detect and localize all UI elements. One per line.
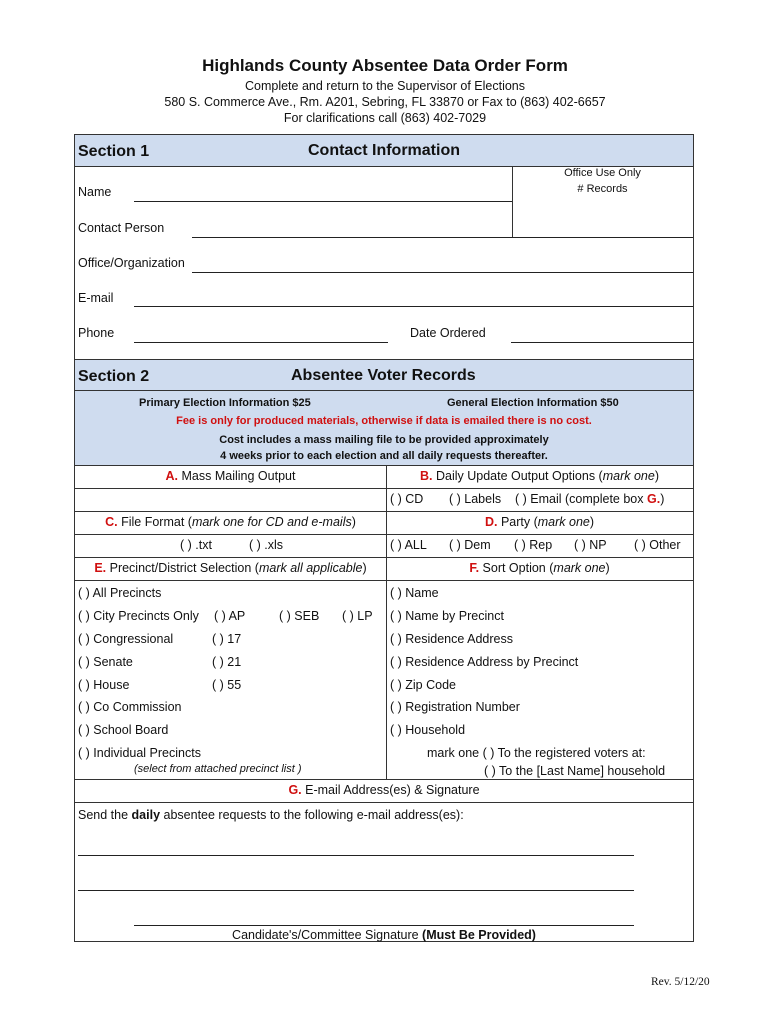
party-rep[interactable]: ( ) Rep [514, 538, 553, 552]
option-seb[interactable]: ( ) SEB [279, 609, 320, 623]
sort-option-heading: F. Sort Option (mark one) [469, 561, 610, 575]
option-district-17[interactable]: ( ) 17 [212, 632, 242, 646]
precinct-list-note: (select from attached precinct list ) [134, 763, 302, 775]
email-field[interactable] [134, 306, 693, 307]
cost-note-line1: Cost includes a mass mailing file to be provided approximately [219, 434, 549, 446]
form-title: Highlands County Absentee Data Order Form [202, 56, 568, 75]
option-txt[interactable]: ( ) .txt [180, 538, 212, 552]
contact-person-field[interactable] [192, 237, 693, 238]
office-organization-label: Office/Organization [78, 256, 185, 270]
email-signature-heading: G. E-mail Address(es) & Signature [288, 783, 480, 797]
primary-election-price: Primary Election Information $25 [139, 397, 311, 409]
option-all-precincts[interactable]: ( ) All Precincts [78, 586, 162, 600]
option-co-commission[interactable]: ( ) Co Commission [78, 700, 182, 714]
section2-label: Section 2 [78, 368, 150, 385]
option-district-21[interactable]: ( ) 21 [212, 655, 242, 669]
option-senate[interactable]: ( ) Senate [78, 655, 133, 669]
header-address: 580 S. Commerce Ave., Rm. A201, Sebring, FL 33870 or Fax to (863) 402-6657 [164, 95, 606, 109]
party-heading: D. Party (mark one) [484, 515, 595, 529]
email-label: E-mail [78, 291, 114, 305]
option-district-55[interactable]: ( ) 55 [212, 678, 242, 692]
party-np[interactable]: ( ) NP [574, 538, 607, 552]
revision-date: Rev. 5/12/20 [651, 976, 710, 988]
fee-note: Fee is only for produced materials, otherwise if data is emailed there is no cost. [176, 415, 592, 427]
option-city-precincts[interactable]: ( ) City Precincts Only [78, 609, 199, 623]
section1-label: Section 1 [78, 143, 150, 160]
cost-note-line2: 4 weeks prior to each election and all daily requests thereafter. [220, 450, 548, 462]
email-address-line-1[interactable] [78, 855, 634, 856]
household-mark-one[interactable]: mark one ( ) To the registered voters at: [427, 746, 646, 760]
option-lp[interactable]: ( ) LP [342, 609, 373, 623]
phone-label: Phone [78, 326, 115, 340]
sort-household[interactable]: ( ) Household [390, 723, 466, 737]
sort-residence-address[interactable]: ( ) Residence Address [390, 632, 513, 646]
option-congressional[interactable]: ( ) Congressional [78, 632, 174, 646]
option-school-board[interactable]: ( ) School Board [78, 723, 169, 737]
option-individual-precincts[interactable]: ( ) Individual Precincts [78, 746, 201, 760]
option-house[interactable]: ( ) House [78, 678, 130, 692]
sort-name[interactable]: ( ) Name [390, 586, 439, 600]
sort-residence-by-precinct[interactable]: ( ) Residence Address by Precinct [390, 655, 579, 669]
section1-title: Contact Information [308, 142, 460, 159]
option-labels[interactable]: ( ) Labels [449, 492, 502, 506]
general-election-price: General Election Information $50 [447, 397, 619, 409]
signature-label: Candidate's/Committee Signature (Must Be Provided) [232, 928, 536, 942]
signature-line[interactable] [134, 925, 634, 926]
section2-title: Absentee Voter Records [291, 367, 476, 384]
header-instructions: Complete and return to the Supervisor of Elections [244, 79, 525, 93]
party-all[interactable]: ( ) ALL [390, 538, 427, 552]
name-field[interactable] [134, 201, 512, 202]
sort-name-by-precinct[interactable]: ( ) Name by Precinct [390, 609, 504, 623]
send-daily-instruction: Send the daily absentee requests to the following e-mail address(es): [78, 808, 464, 822]
mass-mailing-heading: A. Mass Mailing Output [165, 469, 296, 483]
office-organization-field[interactable] [192, 272, 693, 273]
date-ordered-field[interactable] [511, 342, 693, 343]
party-dem[interactable]: ( ) Dem [449, 538, 491, 552]
option-xls[interactable]: ( ) .xls [249, 538, 284, 552]
sort-zip-code[interactable]: ( ) Zip Code [390, 678, 456, 692]
option-cd[interactable]: ( ) CD [390, 492, 424, 506]
option-ap[interactable]: ( ) AP [214, 609, 246, 623]
daily-update-heading: B. Daily Update Output Options (mark one) [419, 469, 659, 483]
file-format-heading: C. File Format (mark one for CD and e-mails) [105, 515, 356, 529]
sort-registration-number[interactable]: ( ) Registration Number [390, 700, 520, 714]
records-label: # Records [577, 183, 628, 195]
contact-person-label: Contact Person [78, 221, 165, 235]
date-ordered-label: Date Ordered [410, 326, 486, 340]
email-address-line-2[interactable] [78, 890, 634, 891]
party-other[interactable]: ( ) Other [634, 538, 681, 552]
household-last-name[interactable]: ( ) To the [Last Name] household [484, 764, 666, 778]
header-phone: For clarifications call (863) 402-7029 [283, 111, 487, 125]
name-label: Name [78, 185, 112, 199]
option-email[interactable]: ( ) Email (complete box G.) [515, 492, 665, 506]
precinct-selection-heading: E. Precinct/District Selection (mark all applicable) [94, 561, 367, 575]
office-use-label: Office Use Only [564, 167, 641, 179]
phone-field[interactable] [134, 342, 388, 343]
